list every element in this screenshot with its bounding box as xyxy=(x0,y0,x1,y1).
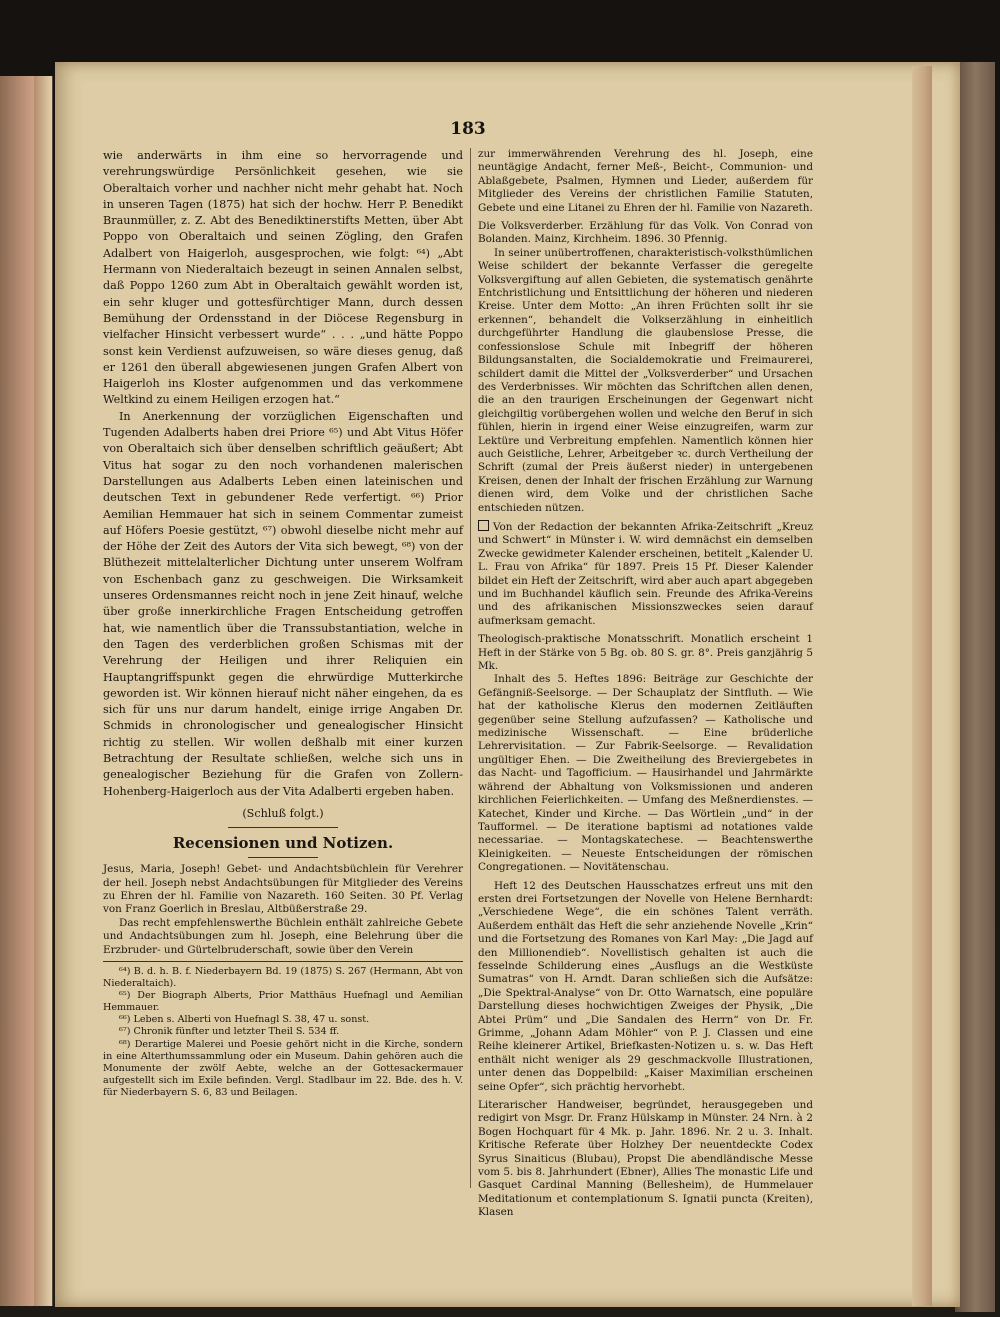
review-monatsschrift-title: Theologisch-praktische Monatsschrift. Monatlich erscheint 1 Heft in der Stärke von 5 Bg. ob. 80 S. gr. 8°. Preis ganzjährig 5 Mk. xyxy=(478,633,813,673)
review-volksverderber-body: In seiner unübertroffenen, charakteristisch-volksthümlichen Weise schildert der bekannte Verfasser die geregelte Volksvergiftung auf allen Gebieten, die systematisch genährte Entchristlichung und Entsittlichung der höheren und niederen Kreise. Unter dem Motto: „An ihren Früchten sollt ihr sie erkennen“, behandelt die Volkserzählung in einheitlich durchgeführter Handlung die glaubenslose Presse, die confessionslose Schule mit Inbegriff der höheren Bildungsanstalten, die Socialdemokratie und Freimaurerei, schildert damit die Mittel der „Volksverderber“ und Ursachen des Verderbnisses. Wir möchten das Schriftchen allen denen, die an den traurigen Erscheinungen der Gegenwart nicht gleichgiltig vorübergehen wollen und welche den Beruf in sich fühlen, hierin in irgend einer Weise einzugreifen, warm zur Lektüre und Verbreitung empfehlen. Namentlich können hier auch Geistliche, Lehrer, Arbeitgeber ꝛc. durch Vertheilung der Schrift (zumal der Preis äußerst nieder) in untergebenen Kreisen, denen der Inhalt der frischen Erzählung zur Warnung dienen wird, dem Volke und der christlichen Sache entschieden nützen. xyxy=(478,246,813,514)
left-paragraph-2: In Anerkennung der vorzüglichen Eigenschaften und Tugenden Adalberts haben drei Priore ⁶⁵) und Abt Vitus Höfer von Oberaltaich sich über denselben schriftlich geäußert; Abt Vitus hat sogar zu den noch vorhandenen malerischen Darstellungen aus Adalberts Leben einen lateinischen und deutschen Text in gebundener Rede verfertigt. ⁶⁶) Prior Aemilian Hemmauer hat sich in seinem Commentar zumeist auf Höfers Poesie gestützt, ⁶⁷) obwohl dieselbe nicht mehr auf der Höhe der Zeit des Autors der Vita sich bewegt, ⁶⁸) von der Blüthezeit mittelalterlicher Dichtung unter unserem Wolfram von Eschenbach ganz zu geschweigen. Die Wirksamkeit unseres Ordensmannes reicht noch in jene Zeit hinauf, welche über große innerkirchliche Fragen Entscheidung getroffen hat, wie namentlich über die Transsubstantiation, welche in den Tagen des verderblichen großen Schismas mit der Verehrung der Heiligen und ihrer Reliquien ein Hauptangriffspunkt gegen die ehrwürdige Mutterkirche geworden ist. Wir können hierauf nicht näher eingehen, da es sich für uns nur darum handelt, einige irrige Angaben Dr. Schmids in chronologischer und genealogischer Hinsicht richtig zu stellen. Wir wollen deßhalb mit einer kurzen Betrachtung der Resultate schließen, welche sich uns in genealogischer Beziehung für die Grafen von Zollern-Hohenberg-Haigerloch aus der Vita Adalberti ergeben haben. xyxy=(103,409,463,798)
review-monatsschrift-body: Inhalt des 5. Heftes 1896: Beiträge zur Geschichte der Gefängniß-Seelsorge. — Der Schauplatz der Sintfluth. — Wie hat der katholische Klerus den modernen Zeitläuften gegenüber seine Stellung aufzufassen? — Katholische und medizinische Wissenschaft. — Eine brüderliche Lehrervisitation. — Zur Fabrik-Seelsorge. — Revalidation ungültiger Ehen. — Die Zweitheilung des Breviergebetes in das Nacht- und Tagofficium. — Hausirhandel und Jahrmärkte während der Abhaltung von Volksmissionen und anderen kirchlichen Feierlichkeiten. — Umfang des Meßnerdienstes. — Katechet, Kinder und Kirche. — Das Wörtlein „und“ in der Taufformel. — De iteratione baptismi ad notationes valde necessariae. — Montagskatechese. — Beachtenswerthe Kleinigkeiten. — Neueste Entscheidungen der römischen Congregationen. — Novitätenschau. xyxy=(478,673,813,874)
footnote-65: ⁶⁵) Der Biograph Alberts, Prior Matthäus Huefnagl und Aemilian Hemmauer. xyxy=(103,990,463,1014)
facing-page-fold xyxy=(34,76,52,1306)
footnote-68: ⁶⁸) Derartige Malerei und Poesie gehört nicht in die Kirche, sondern in eine Alterthumssammlung oder ein Museum. Dahin gehören auch die Monumente der zwölf Aebte, welche an der Gottesackermauer aufgestellt sich im Exile befinden. Vergl. Stadlbaur im 22. Bde. des h. V. für Niederbayern S. 6, 83 und Beilagen. xyxy=(103,1038,463,1098)
right-column xyxy=(478,148,813,1220)
page-number: 183 xyxy=(450,119,486,139)
right-paragraph-1: zur immerwährenden Verehrung des hl. Joseph, eine neuntägige Andacht, ferner Meß-, Beicht-, Communion- und Ablaßgebete, Psalmen, Hymnen und Lieder, außerdem für Mitglieder des Vereins der christlichen Familie Statuten, Gebete und eine Litanei zu Ehren der hl. Familie von Nazareth. xyxy=(478,148,813,214)
footnote-67: ⁶⁷) Chronik fünfter und letzter Theil S. 534 ff. xyxy=(119,1026,340,1038)
page-stack-edge xyxy=(912,66,932,1306)
section-rule-small xyxy=(248,857,318,858)
review-jesus-maria-joseph: Jesus, Maria, Joseph! Gebet- und Andachtsbüchlein für Verehrer der heil. Joseph nebst Andachtsübungen für Mitglieder des Vereins zu Ehren der hl. Familie von Nazareth. 160 Seiten. 30 Pf. Verlag von Franz Goerlich in Breslau, Altbüßerstraße 29. xyxy=(103,863,463,916)
left-column xyxy=(103,148,463,1099)
review-hausschatz: Heft 12 des Deutschen Hausschatzes erfreut uns mit den ersten drei Fortsetzungen der Novelle von Helene Bernhardt: „Verschiedene Wege“, die ein schönes Talent verräth. Außerdem enthält das Heft die sehr anziehende Novelle „Krin“ und die Fortsetzung des Romanes von Karl May: „Die Jagd auf den Millionendieb“. Novellistisch gehalten ist auch die fesselnde Schilderung eines „Ausflugs an die Westküste Sumatras“ von H. Arndt. Daran schließen sich die Aufsätze: „Die Spektral-Analyse“ von Dr. Otto Warnatsch, eine populäre Darstellung dieses hochwichtigen Zweiges der Physik, „Die Abtei Prüm“ und „Die Sandalen des Herrn“ von Dr. Fr. Grimme, „Johann Adam Möhler“ von P. J. Classen und eine Reihe kleinerer Artikel, Briefkasten-Notizen u. s. w. Das Heft enthält nicht weniger als 29 geschmackvolle Illustrationen, unter denen das Doppelbild: „Kaiser Maximilian erscheinen seine Opfer“, sich prächtig hervorhebt. xyxy=(478,879,813,1093)
continuation-note: (Schluß folgt.) xyxy=(242,806,324,820)
footnote-64: ⁶⁴) B. d. h. B. f. Niederbayern Bd. 19 (1875) S. 267 (Hermann, Abt von Niederaltaich). xyxy=(103,966,463,990)
section-rule xyxy=(228,827,338,828)
notice-text: Von der Redaction der bekannten Afrika-Zeitschrift „Kreuz und Schwert“ in Münster i. W. wird demnächst ein demselben Zwecke gewidmeter Kalender erscheinen, betitelt „Kalender U. L. Frau von Afrika“ für 1897. Preis 15 Pf. Dieser Kalender bildet ein Heft der Zeitschrift, wird aber auch apart abgegeben und im Buchhandel käuflich sein. Freunde des Afrika-Vereins und des afrikanischen Missionszweckes seien darauf aufmerksam gemacht. xyxy=(478,520,813,627)
column-divider xyxy=(470,148,471,1188)
section-title: Recensionen und Notizen. xyxy=(172,834,394,853)
footnote-66: ⁶⁶) Leben s. Alberti von Huefnagl S. 38, 47 u. sonst. xyxy=(119,1014,370,1026)
review-handweiser: Literarischer Handweiser, begründet, herausgegeben und redigirt von Msgr. Dr. Franz Hülskamp in Münster. 24 Nrn. à 2 Bogen Hochquart für 4 Mk. p. Jahr. 1896. Nr. 2 u. 3. Inhalt. Kritische Referate über Holzhey Der neuentdeckte Codex Syrus Sinaiticus (Blubau), Propst Die abendländische Messe vom 5. bis 8. Jahrhundert (Ebner), Allies The monastic Life und Gasquet Cardinal Manning (Bellesheim), de Hummelauer Meditationum et contemplationum S. Ignatii puncta (Kreiten), Klasen xyxy=(478,1099,813,1219)
checkbox-box-icon xyxy=(478,520,489,531)
footnote-rule xyxy=(103,961,463,962)
notice-kreuz-und-schwert xyxy=(478,520,813,628)
left-paragraph-1: wie anderwärts in ihm eine so hervorragende und verehrungswürdige Persönlichkeit gesehen, wie sie Oberaltaich vorher und nachher nicht mehr gehabt hat. Noch in unseren Tagen (1875) hat sich der hochw. Herr P. Benedikt Braunmüller, z. Z. Abt des Benediktinerstifts Metten, über Abt Poppo von Oberaltaich und seinen Zögling, den Grafen Adalbert von Haigerloh, ausgesprochen, wie folgt: ⁶⁴) „Abt Hermann von Niederaltaich bezeugt in seinen Annalen selbst, daß Poppo 1260 zum Abt in Oberaltaich gewählt worden ist, ein sehr kluger und gottesfürchtiger Mann, durch dessen Bemühung der Ordensstand in der Diöcese Regensburg in vielfacher Hinsicht verbessert wurde“ . . . „und hätte Poppo sonst kein Verdienst aufzuweisen, so wäre dieses genug, daß er 1261 den überall abgewiesenen jungen Grafen Albert von Haigerloh ins Kloster aufgenommen und das verkommene Weltkind zu einem Heiligen erzogen hat.“ xyxy=(103,149,463,407)
book-cover-edge xyxy=(955,62,995,1312)
review-jesus-maria-joseph-body: Das recht empfehlenswerthe Büchlein enthält zahlreiche Gebete und Andachtsübungen zum hl. Joseph, eine Belehrung über die Erzbruder- und Gürtelbruderschaft, sowie über den Verein xyxy=(103,916,463,956)
review-volksverderber-title: Die Volksverderber. Erzählung für das Volk. Von Conrad von Bolanden. Mainz, Kirchheim. 1896. 30 Pfennig. xyxy=(478,220,813,246)
